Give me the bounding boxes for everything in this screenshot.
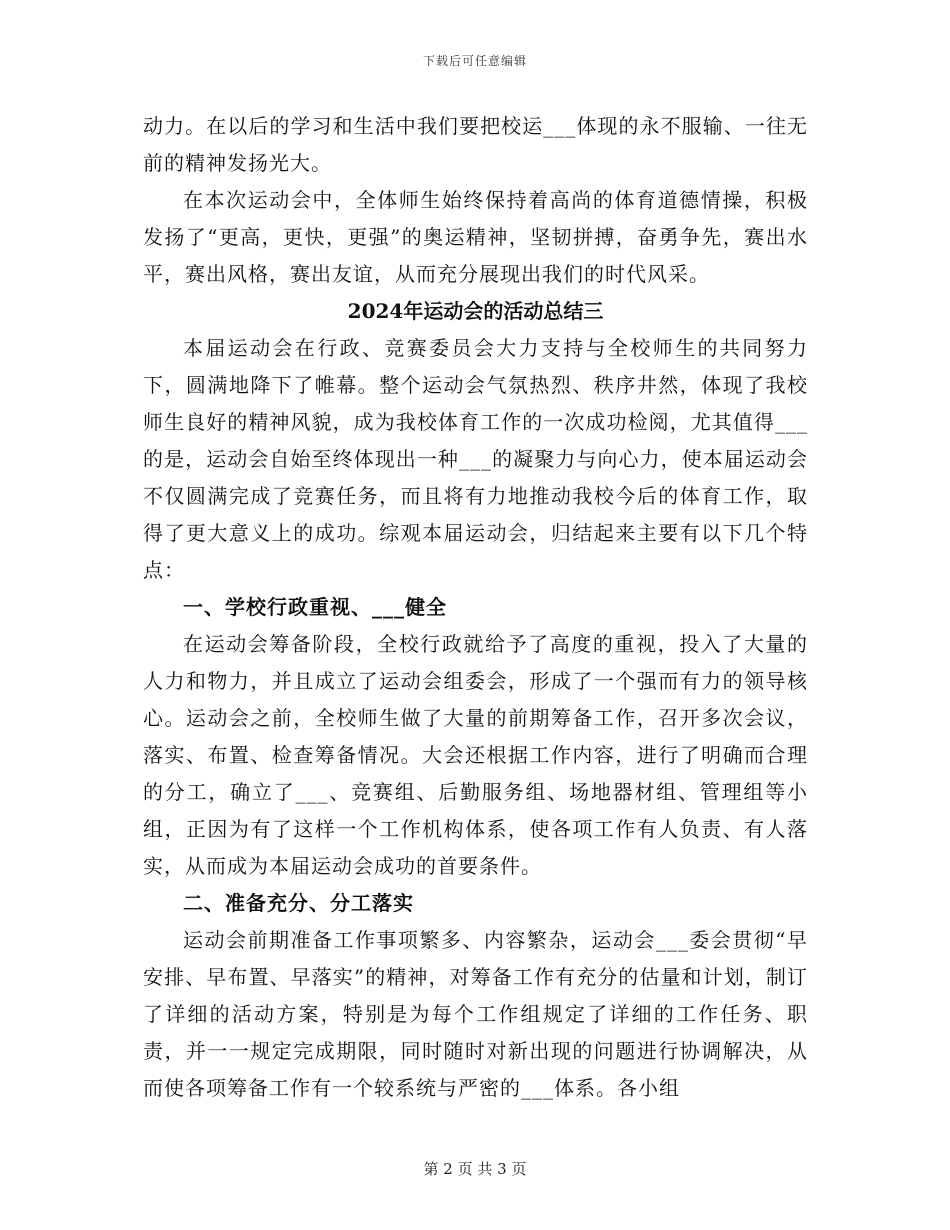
page-header: 下载后可任意编辑: [422, 54, 527, 68]
subsection-heading: 一、学校行政重视、___健全: [183, 595, 447, 619]
paragraph: 在运动会筹备阶段，全校行政就给予了高度的重视，投入了大量的人力和物力，并且成立了运动会组委会，形成了一个强而有力的领导核心。运动会之前，全校师生做了大量的前期筹备工作，召开多次会议，落实、布置、检查筹备情况。大会还根据工作内容，进行了明确而合理的分工，确立了___、竞赛组、后勤服务组、场地器材组、管理组等小组，正因为有了这样一个工作机构体系，使各项工作有人负责、有人落实，从而成为本届运动会成功的首要条件。: [143, 632, 808, 878]
section-title: 2024年运动会的活动总结三: [347, 299, 604, 323]
document-body: [143, 108, 808, 1107]
subsection-heading: 二、准备充分、分工落实: [183, 891, 414, 915]
paragraph: 在本次运动会中，全体师生始终保持着高尚的体育道德情操，积极发扬了“更高，更快，更强”的奥运精神，坚韧拼搏，奋勇争先，赛出水平，赛出风格，赛出友谊，从而充分展现出我们的时代风采。: [143, 188, 808, 286]
page-number: 第 2 页 共 3 页: [423, 1160, 527, 1178]
paragraph: 本届运动会在行政、竞赛委员会大力支持与全校师生的共同努力下，圆满地降下了帷幕。整个运动会气氛热烈、秩序井然，体现了我校师生良好的精神风貌，成为我校体育工作的一次成功检阅，尤其值得___的是，运动会自始至终体现出一种___的凝聚力与向心力，使本届运动会不仅圆满完成了竞赛任务，而且将有力地推动我校今后的体育工作，取得了更大意义上的成功。综观本届运动会，归结起来主要有以下几个特点：: [143, 336, 808, 582]
paragraph-continuation: 动力。在以后的学习和生活中我们要把校运___体现的永不服输、一往无前的精神发扬光大。: [143, 114, 808, 175]
paragraph: 运动会前期准备工作事项繁多、内容繁杂，运动会___委会贯彻“早安排、早布置、早落实”的精神，对筹备工作有充分的估量和计划，制订了详细的活动方案，特别是为每个工作组规定了详细的工作任务、职责，并一一规定完成期限，同时随时对新出现的问题进行协调解决，从而使各项筹备工作有一个较系统与严密的___体系。各小组: [143, 928, 808, 1100]
